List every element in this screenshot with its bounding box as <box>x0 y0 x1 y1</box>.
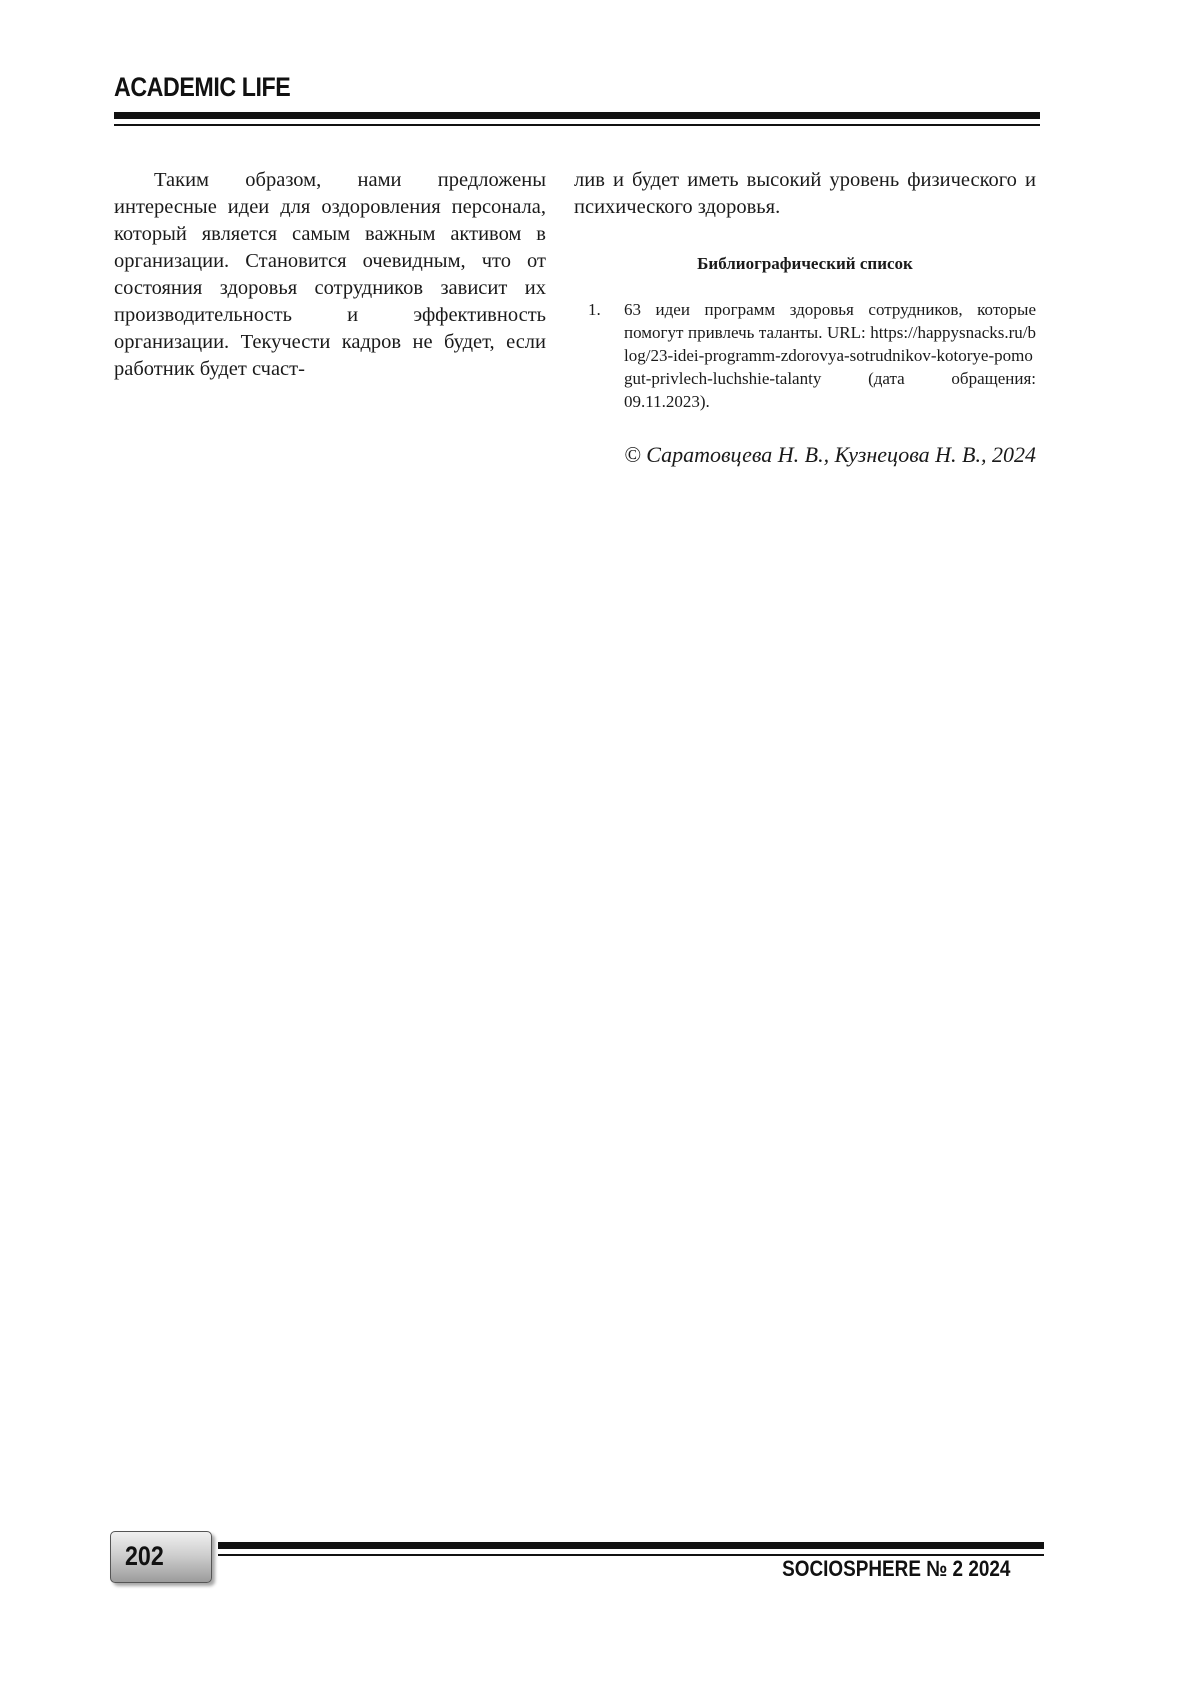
section-title: ACADEMIC LIFE <box>114 72 291 102</box>
bibliography-item-access-note: (дата обращения: 09.11.2023). <box>624 369 1036 411</box>
bibliography-item-url[interactable]: https://happysnacks.ru/blog/23-idei-programm-zdorovya-sotrudnikov-kotorye-pomogut-privlech-luchshie-talanty <box>624 323 1037 388</box>
bibliography-heading: Библиографический список <box>697 254 913 273</box>
footer-rule-thick <box>218 1542 1044 1549</box>
bibliography-item-number: 1. <box>588 300 601 319</box>
bibliography-list <box>574 298 1036 413</box>
paragraph-left: Таким образом, нами предложены интересные идеи для оздоровления персонала, который является самым важным активом в организации. Становится очевидным, что от состояния здоровья сотрудников зависит их производительность и эффективность организации. Текучести кадров не будет, если работник будет счаст- <box>114 169 546 380</box>
bibliography-item-text: 63 идеи программ здоровья сотрудников, которые помогут привлечь таланты. URL: <box>624 300 1036 342</box>
page-number: 202 <box>125 1541 164 1571</box>
paragraph-right: лив и будет иметь высокий уровень физического и психического здоровья. <box>574 169 1036 218</box>
journal-issue: SOCIOSPHERE № 2 2024 <box>781 1556 1010 1581</box>
header-rule-thick <box>114 112 1040 119</box>
right-column <box>574 167 1036 221</box>
left-column <box>114 167 546 383</box>
copyright-line: © Саратовцева Н. В., Кузнецова Н. В., 2024 <box>624 442 1036 467</box>
page-number-badge <box>110 1531 212 1583</box>
header-rule-thin <box>114 124 1040 126</box>
bibliography-item <box>574 298 1036 413</box>
